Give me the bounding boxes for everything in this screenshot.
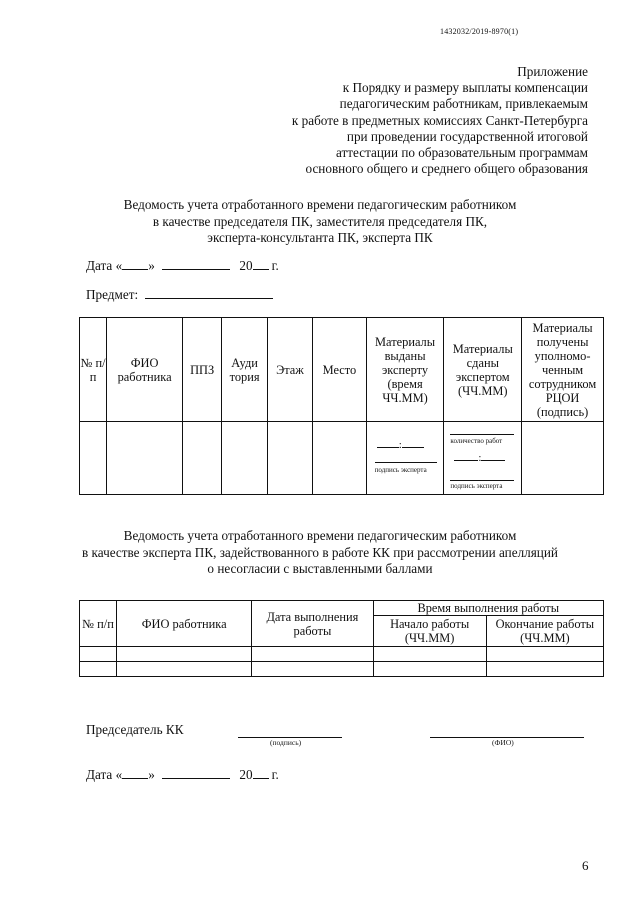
col-floor: Этаж xyxy=(267,318,312,422)
date-month-blank[interactable] xyxy=(162,778,230,779)
date-label: Дата « xyxy=(86,258,123,273)
appendix-line: основного общего и среднего общего образования xyxy=(305,161,588,177)
cell-issued[interactable] xyxy=(366,422,444,495)
col-fio: ФИО работника xyxy=(107,318,183,422)
section1-title xyxy=(0,197,640,247)
cell-place[interactable] xyxy=(313,422,367,495)
signature-caption: (подпись) xyxy=(270,738,302,747)
section2-title-line: Ведомость учета отработанного времени педагогическим работником xyxy=(123,528,517,543)
page-number: 6 xyxy=(582,858,589,873)
col-num: № п/п xyxy=(80,601,117,647)
section1-title-line: эксперта-консультанта ПК, эксперта ПК xyxy=(207,230,433,245)
signature-caption: подпись эксперта xyxy=(450,482,503,490)
cell-returned[interactable] xyxy=(444,422,522,495)
col-time-group: Время выполнения работы xyxy=(373,601,603,616)
chairman-field xyxy=(86,722,184,738)
time-minutes-blank xyxy=(402,447,424,448)
cell-fio[interactable] xyxy=(117,662,252,677)
col-start: Начало работы (ЧЧ.ММ) xyxy=(373,616,486,647)
col-fio: ФИО работника xyxy=(117,601,252,647)
cell-floor[interactable] xyxy=(267,422,312,495)
cell-start[interactable] xyxy=(373,662,486,677)
footer-date-field xyxy=(86,767,279,783)
table-row xyxy=(80,422,604,495)
cell-end[interactable] xyxy=(486,662,603,677)
time-hours-blank xyxy=(454,460,478,461)
time-hours-blank xyxy=(377,447,399,448)
col-received: Материалы получены уполномо-ченным сотрудником РЦОИ (подпись) xyxy=(522,318,604,422)
fio-caption: (ФИО) xyxy=(492,738,514,747)
time-sheet-table xyxy=(79,317,604,495)
subject-blank[interactable] xyxy=(145,298,273,299)
date-label: Дата « xyxy=(86,767,123,782)
cell-num[interactable] xyxy=(80,662,117,677)
cell-fio[interactable] xyxy=(117,647,252,662)
appendix-line: педагогическим работникам, привлекаемым xyxy=(339,96,588,112)
cell-ppz[interactable] xyxy=(182,422,221,495)
date-year-blank[interactable] xyxy=(253,778,269,779)
cell-end[interactable] xyxy=(486,647,603,662)
date-day-blank[interactable] xyxy=(122,778,148,779)
section2-title-line: о несогласии с выставленными баллами xyxy=(207,561,433,576)
col-ppz: ППЗ xyxy=(182,318,221,422)
date-year-blank[interactable] xyxy=(253,269,269,270)
table-row xyxy=(80,647,604,662)
appendix-line: Приложение xyxy=(517,64,588,79)
section1-title-line: Ведомость учета отработанного времени педагогическим работником xyxy=(123,197,517,212)
section2-title-line: в качестве эксперта ПК, задействованного в работе КК при рассмотрении апелляций xyxy=(82,544,558,560)
signature-line xyxy=(450,480,514,481)
date-year: 20 xyxy=(239,767,253,782)
appendix-line: при проведении государственной итоговой xyxy=(346,128,588,144)
date-year: 20 xyxy=(239,258,253,273)
appendix-line: аттестации по образовательным программам xyxy=(336,145,588,161)
cell-fio[interactable] xyxy=(107,422,183,495)
col-date: Дата выполнения работы xyxy=(252,601,373,647)
cell-date[interactable] xyxy=(252,647,373,662)
subject-field xyxy=(86,287,273,303)
appendix-line: к Порядку и размеру выплаты компенсации xyxy=(342,80,588,96)
date-month-blank[interactable] xyxy=(162,269,230,270)
works-count-caption: количество работ xyxy=(450,437,503,445)
date-field xyxy=(86,258,279,274)
appeal-time-table xyxy=(79,600,604,677)
subject-label: Предмет: xyxy=(86,287,139,302)
cell-received[interactable] xyxy=(522,422,604,495)
works-count-line xyxy=(450,434,514,435)
date-day-blank[interactable] xyxy=(122,269,148,270)
section1-title-line: в качестве председателя ПК, заместителя председателя ПК, xyxy=(152,213,488,229)
appendix-line: к работе в предметных комиссиях Санкт-Петербурга xyxy=(291,112,588,128)
date-quote: » xyxy=(148,767,155,782)
date-suffix: г. xyxy=(271,767,279,782)
col-num: № п/п xyxy=(80,318,107,422)
time-minutes-blank xyxy=(481,460,505,461)
time-colon: : xyxy=(398,439,402,451)
table-row xyxy=(80,662,604,677)
cell-start[interactable] xyxy=(373,647,486,662)
cell-date[interactable] xyxy=(252,662,373,677)
signature-caption: подпись эксперта xyxy=(374,466,427,474)
date-suffix: г. xyxy=(271,258,279,273)
col-place: Место xyxy=(313,318,367,422)
section2-title xyxy=(0,528,640,578)
appendix-header xyxy=(292,64,588,177)
time-colon: : xyxy=(478,452,482,464)
date-quote: » xyxy=(148,258,155,273)
chairman-label: Председатель КК xyxy=(86,722,184,737)
document-number: 1432032/2019-8970(1) xyxy=(440,27,519,36)
cell-num[interactable] xyxy=(80,647,117,662)
col-issued: Материалы выданы эксперту (время ЧЧ.ММ) xyxy=(366,318,444,422)
col-returned: Материалы сданы экспертом (ЧЧ.ММ) xyxy=(444,318,522,422)
cell-auditory[interactable] xyxy=(222,422,267,495)
cell-num[interactable] xyxy=(80,422,107,495)
signature-line xyxy=(375,462,437,463)
col-end: Окончание работы (ЧЧ.ММ) xyxy=(486,616,603,647)
col-auditory: Ауди тория xyxy=(222,318,267,422)
